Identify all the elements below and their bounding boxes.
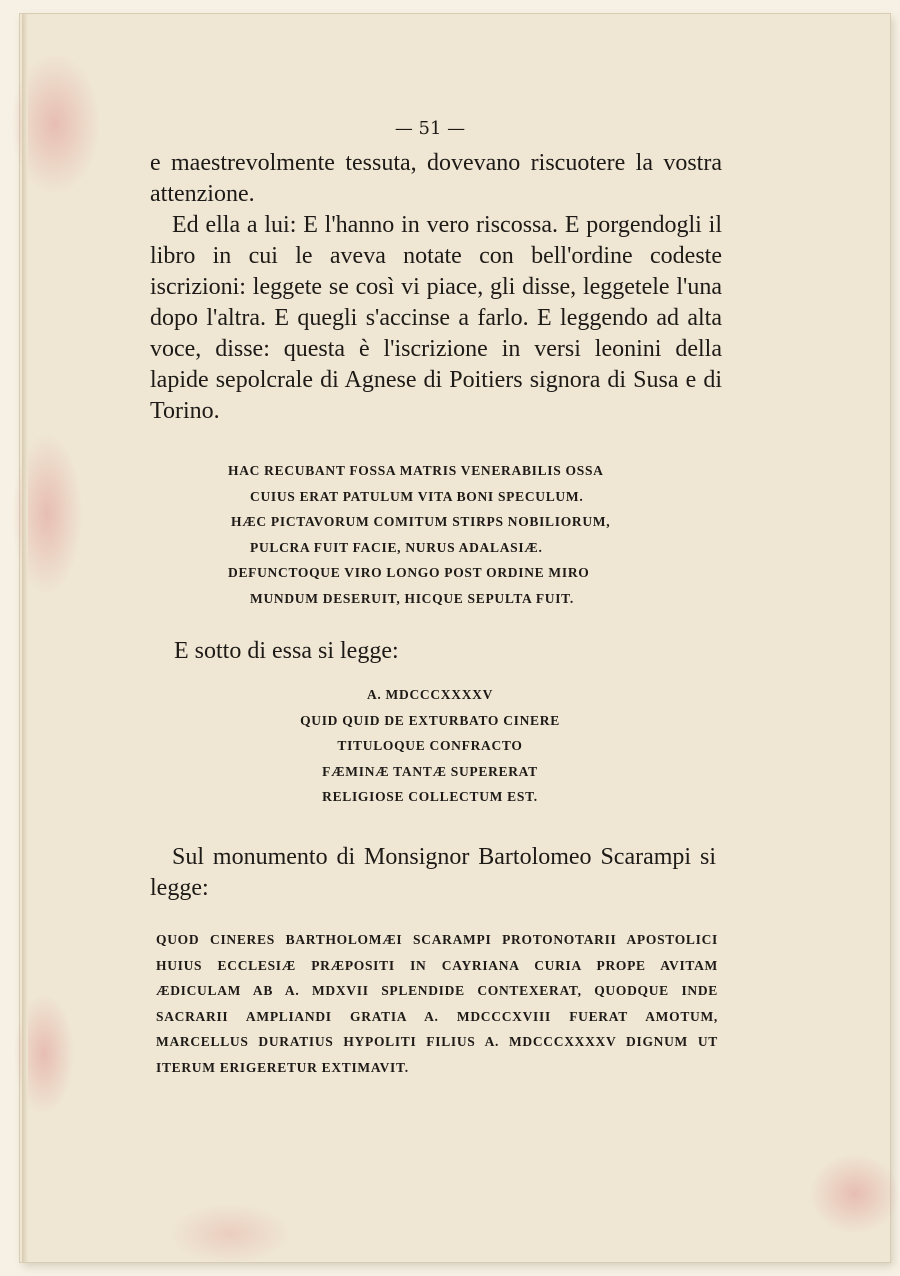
inscription-1845	[288, 682, 572, 810]
inscription-line: MUNDUM DESERUIT, HICQUE SEPULTA FUIT.	[250, 590, 574, 606]
paragraph-scarampi	[150, 842, 716, 904]
inscription-line: HAC RECUBANT FOSSA MATRIS VENERABILIS OSSA	[228, 463, 604, 478]
paragraph-continuation: e maestrevolmente tessuta, dovevano riscuotere la vostra attenzione.	[150, 150, 722, 207]
paragraph-dialogue: Ed ella a lui: E l'hanno in vero riscossa. E porgendogli il libro in cui le aveva notate con bell'ordine codeste iscrizioni: leggete se così vi piace, gli disse, leggetele l'una dopo l'altra. E quegli s'accinse a farlo. E leggendo ad alta voce, disse: questa è l'iscrizione in versi leonini della lapide sepolcrale di Agnese di Poitiers signora di Susa e di Torino.	[150, 212, 722, 424]
paragraph-sotto: E sotto di essa si legge:	[174, 638, 399, 664]
inscription-line: FÆMINÆ TANTÆ SUPERERAT	[322, 763, 538, 779]
page-number: — 51 —	[394, 118, 466, 139]
inscription-line: A. MDCCCXXXXV	[366, 687, 494, 702]
inscription-line: QUID QUID DE EXTURBATO CINERE	[300, 712, 560, 728]
text-block-top	[150, 148, 722, 427]
inscription-agnese	[228, 458, 610, 611]
paragraph-monument: Sul monumento di Monsignor Bartolomeo Scarampi si legge:	[150, 844, 716, 901]
inscription-line: TITULOQUE CONFRACTO	[337, 738, 523, 753]
inscription-line: DEFUNCTOQUE VIRO LONGO POST ORDINE MIRO	[228, 565, 590, 580]
inscription-line: RELIGIOSE COLLECTUM EST.	[322, 789, 538, 804]
inscription-line: PULCRA FUIT FACIE, NURUS ADALASIÆ.	[250, 539, 543, 555]
inscription-scarampi: QUOD CINERES BARTHOLOMÆI SCARAMPI PROTONOTARII APOSTOLICI HUIUS ECCLESIÆ PRÆPOSITI IN CAYRIANA CURIA PROPE AVITAM ÆDICULAM AB A. MDXVII SPLENDIDE CONTEXERAT, QUODQUE INDE SACRARII AMPLIANDI GRATIA A. MDCCCXVIII FUERAT AMOTUM, MARCELLUS DURATIUS HYPOLITI FILIUS A. MDCCCXXXXV DIGNUM UT ITERUM ERIGERETUR EXTIMAVIT.	[156, 932, 718, 1075]
inscription-line: HÆC PICTAVORUM COMITUM STIRPS NOBILIORUM,	[231, 514, 611, 529]
inscription-line: CUIUS ERAT PATULUM VITA BONI SPECULUM.	[250, 488, 584, 504]
